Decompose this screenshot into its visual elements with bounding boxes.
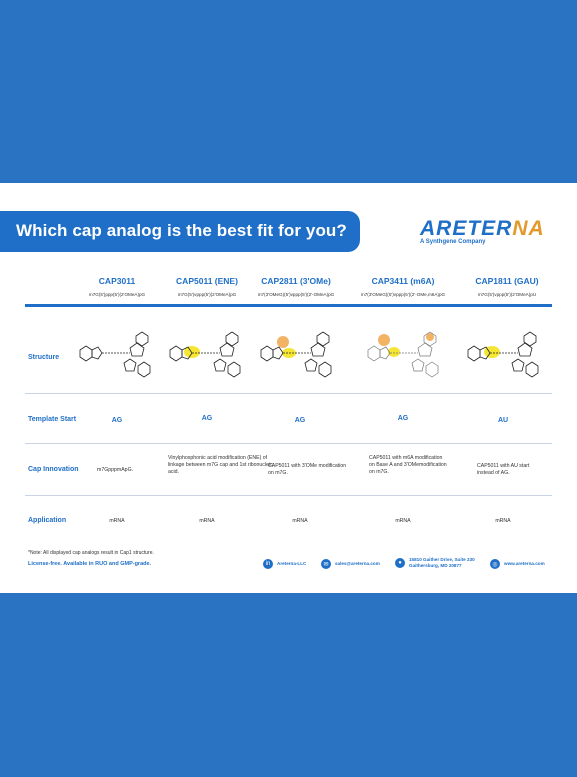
template-start-cap2811: AG [294, 417, 306, 424]
column-sequence: m7G(5')vppp(5')(2'OMeA)pG [177, 292, 237, 297]
cap-innovation-cap2811: CAP5011 with 3'OMe modification on m7G. [268, 463, 347, 477]
logo-wordmark-accent: NA [512, 217, 545, 240]
column-sequence: m7G(5')vppp(5')(2'OMeA)pU [477, 292, 537, 297]
column-sequence: m7(3'OMeG)(5')vppp(5')(2'-OMe,m6A)pG [360, 292, 446, 297]
contact-website[interactable] [490, 559, 545, 569]
structure-diagram-cap2811 [253, 328, 343, 383]
column-name: CAP2811 (3'OMe) [261, 276, 331, 286]
structure-diagram-cap1811 [460, 328, 550, 383]
globe-icon: ◎ [490, 559, 500, 569]
linkedin-icon: in [263, 559, 273, 569]
cap-innovation-cap1811: CAP5011 with AU start instead of AG. [477, 463, 530, 477]
logo-tagline: A Synthgene Company [420, 239, 486, 245]
column-name: CAP5011 (ENE) [176, 276, 238, 286]
linkedin-text: Areterna-LLC [277, 561, 307, 567]
column-name: CAP3411 (m6A) [371, 276, 435, 286]
column-header-cap2811 [241, 276, 351, 297]
website-text: www.areterna.com [504, 561, 545, 567]
template-start-cap3411: AG [397, 415, 409, 422]
email-text: sales@areterna.com [335, 561, 380, 567]
template-start-cap1811: AU [497, 417, 509, 424]
row-divider [25, 393, 552, 394]
template-start-cap5011: AG [201, 415, 213, 422]
template-start-cap3011: AG [111, 417, 123, 424]
column-header-cap3411 [348, 276, 458, 297]
infographic-card [0, 183, 577, 593]
areterna-logo [420, 217, 545, 245]
application-cap5011: mRNA [199, 518, 215, 524]
row-divider [25, 495, 552, 496]
row-label-cap-innovation: Cap Innovation [28, 466, 79, 473]
cap-innovation-cap3411: CAP5011 with m6A modification on Base A and 3'OMemodification on m7G. [369, 455, 447, 476]
logo-wordmark [420, 217, 545, 241]
column-sequence: m7G(5')ppp(5')(2'OMeA)pG [88, 292, 146, 297]
row-label-template-start: Template Start [28, 416, 77, 423]
header-divider [25, 304, 552, 307]
email-icon: ✉ [321, 559, 331, 569]
logo-wordmark-main: ARETER [420, 217, 513, 240]
title-banner [0, 211, 360, 252]
column-name: CAP1811 (GAU) [475, 276, 539, 286]
application-cap2811: mRNA [292, 518, 308, 524]
contact-email[interactable] [321, 559, 380, 569]
address-line-2: Gaithersburg, MD 20877 [409, 562, 462, 568]
column-header-cap1811 [452, 276, 562, 297]
footnote: *Note: All displayed cap analogs result in Cap1 structure. [28, 550, 154, 556]
location-pin-icon: ● [395, 558, 405, 568]
structure-diagram-cap3411 [360, 328, 450, 383]
application-cap3411: mRNA [395, 518, 411, 524]
contact-address [395, 557, 475, 569]
license-text: License-free. Available in RUO and GMP-grade. [28, 561, 152, 567]
address-line-1: 15810 Gaither Drive, Suite 230 [409, 557, 475, 562]
row-label-structure: Structure [28, 354, 60, 361]
application-cap1811: mRNA [495, 518, 511, 524]
structure-diagram-cap3011 [72, 328, 162, 383]
cap-innovation-cap3011: m7GpppmApG. [97, 467, 134, 473]
cap-innovation-cap5011: Vinylphosphonic acid modification (ENE) of linkage between m7G cap and 1st ribonucleic acid. [168, 455, 273, 476]
row-divider [25, 443, 552, 444]
address-text [409, 557, 475, 569]
column-sequence: m7(3'OMeG)(5')vppp(5')(2'-OMeA)pG [257, 292, 335, 297]
column-name: CAP3011 [98, 276, 136, 286]
structure-diagram-cap5011 [162, 328, 252, 383]
application-cap3011: mRNA [109, 518, 125, 524]
page-title: Which cap analog is the best fit for you? [16, 221, 347, 240]
contact-linkedin[interactable] [263, 559, 306, 569]
row-label-application: Application [28, 517, 67, 524]
